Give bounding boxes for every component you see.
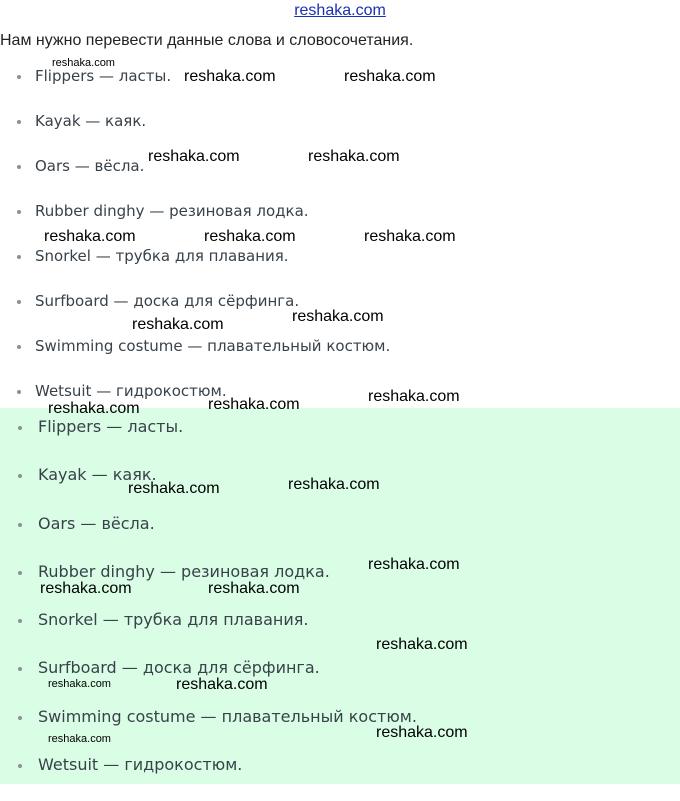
watermark: reshaka.com bbox=[176, 676, 268, 693]
list-item: Kayak — каяк. bbox=[0, 109, 680, 154]
list-item: Flippers — ласты. bbox=[0, 64, 680, 109]
watermark: reshaka.com bbox=[376, 636, 468, 653]
watermark: reshaka.com bbox=[204, 228, 296, 245]
watermark: reshaka.com bbox=[44, 228, 136, 245]
watermark: reshaka.com bbox=[148, 148, 240, 165]
list-item: Snorkel — трубка для плавания. bbox=[0, 244, 680, 289]
watermark: reshaka.com bbox=[308, 148, 400, 165]
watermark: reshaka.com bbox=[208, 580, 300, 597]
watermark: reshaka.com bbox=[48, 400, 140, 417]
list-item: Swimming costume — плавательный костюм. bbox=[0, 705, 680, 753]
list-item: Snorkel — трубка для плавания. bbox=[0, 608, 680, 656]
list-item: Surfboard — доска для сёрфинга. bbox=[0, 656, 680, 704]
list-item: Rubber dinghy — резиновая лодка. bbox=[0, 560, 680, 608]
watermark: reshaka.com bbox=[288, 476, 380, 493]
list-item: Rubber dinghy — резиновая лодка. bbox=[0, 199, 680, 244]
watermark: reshaka.com bbox=[128, 480, 220, 497]
watermark: reshaka.com bbox=[292, 308, 384, 325]
watermark: reshaka.com bbox=[52, 57, 115, 69]
watermark: reshaka.com bbox=[48, 678, 111, 690]
site-header bbox=[0, 0, 680, 22]
watermark: reshaka.com bbox=[368, 556, 460, 573]
list-item: Swimming costume — плавательный костюм. bbox=[0, 334, 680, 379]
watermark: reshaka.com bbox=[208, 396, 300, 413]
list-item: Wetsuit — гидрокостюм. bbox=[0, 379, 680, 424]
list-item: Wetsuit — гидрокостюм. bbox=[0, 753, 680, 801]
list-item: Oars — вёсла. bbox=[0, 154, 680, 199]
list-item: Flippers — ласты. bbox=[0, 415, 680, 463]
watermark: reshaka.com bbox=[368, 388, 460, 405]
watermark: reshaka.com bbox=[376, 724, 468, 741]
watermark: reshaka.com bbox=[40, 580, 132, 597]
list-item: Surfboard — доска для сёрфинга. bbox=[0, 289, 680, 334]
list-item: Kayak — каяк. bbox=[0, 463, 680, 511]
watermark: reshaka.com bbox=[48, 733, 111, 745]
list-item: Oars — вёсла. bbox=[0, 512, 680, 560]
watermark: reshaka.com bbox=[344, 68, 436, 85]
watermark: reshaka.com bbox=[364, 228, 456, 245]
site-link[interactable]: reshaka.com bbox=[294, 2, 386, 19]
watermark: reshaka.com bbox=[184, 68, 276, 85]
watermark: reshaka.com bbox=[132, 316, 224, 333]
intro-text: Нам нужно перевести данные слова и словосочетания. bbox=[0, 32, 414, 49]
